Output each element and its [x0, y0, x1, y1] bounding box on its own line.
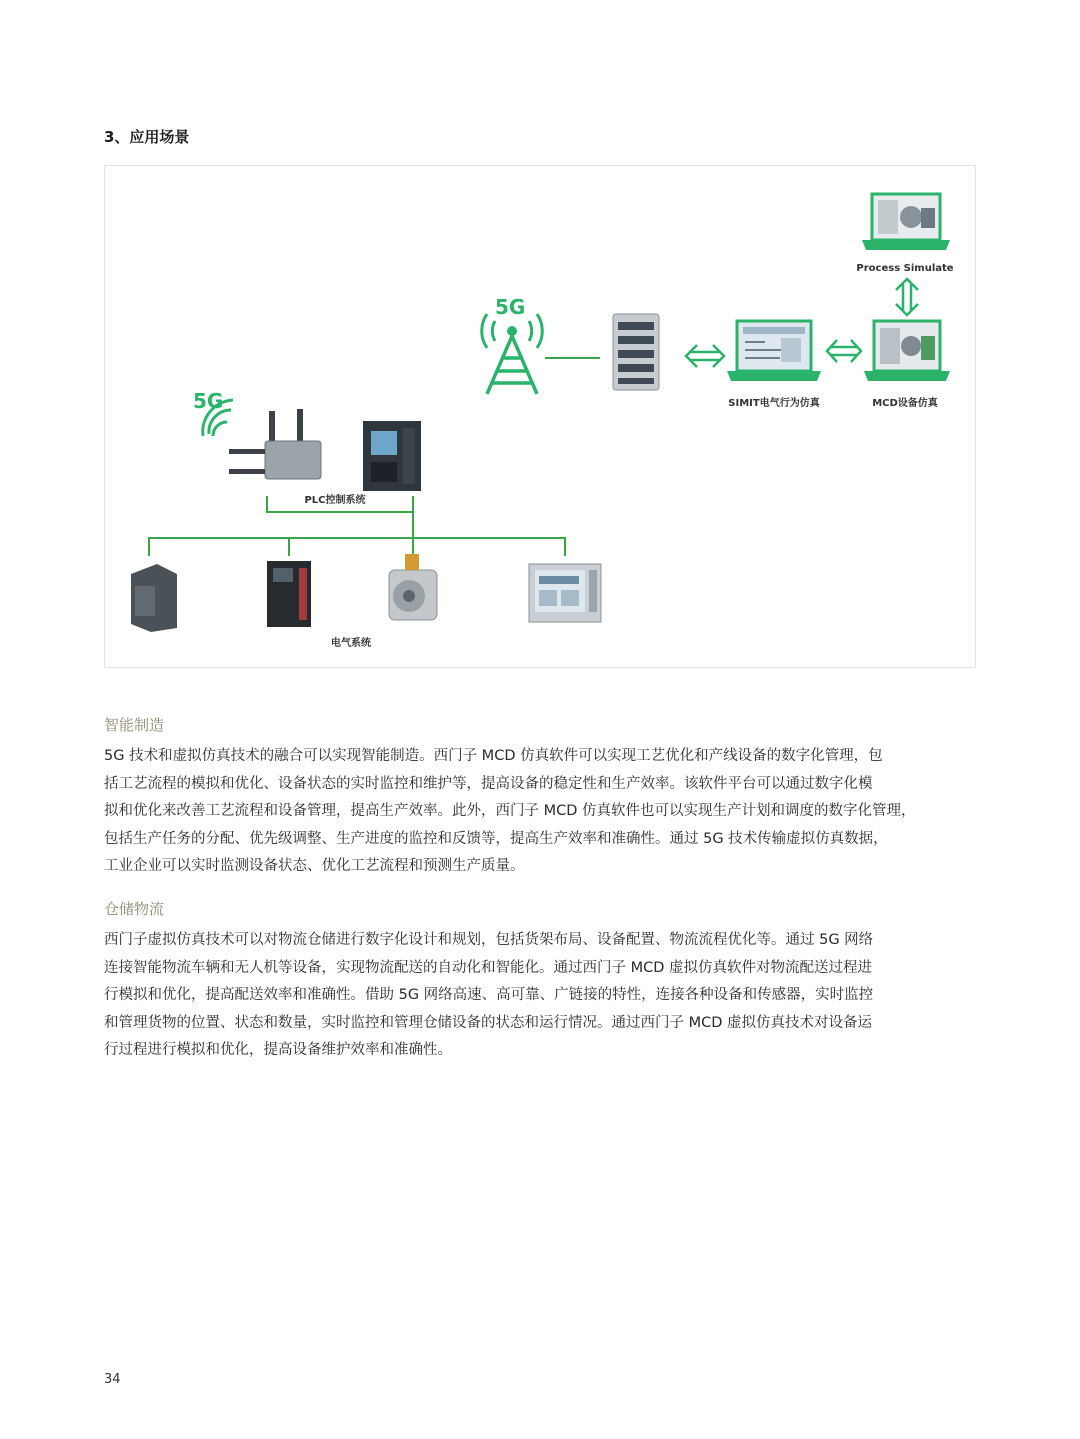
5g-router-icon — [193, 389, 321, 479]
text-line: 包括生产任务的分配、优先级调整、生产进度的监控和反馈等，提高生产效率和准确性。通过 5G 技术传输虚拟仿真数据， — [104, 830, 888, 847]
heading-smart-manufacturing: 智能制造 — [104, 716, 165, 734]
text-line: 行模拟和优化，提高配送效率和准确性。借助 5G 网络高速、高可靠、广链接的特性，连接各种设备和传感器，实时监控 — [104, 987, 874, 1003]
text-line: 拟和优化来改善工艺流程和设备管理，提高生产效率。此外，西门子 MCD 仿真软件也可以实现生产计划和调度的数字化管理， — [104, 803, 916, 819]
paragraph-warehouse-logistics — [104, 927, 978, 1065]
electrical-label: 电气系统 — [331, 638, 371, 649]
servo-motor-icon — [389, 554, 437, 620]
diagram-canvas — [105, 166, 977, 669]
simit-label: SIMIT电气行为仿真 — [728, 398, 820, 409]
heading-warehouse-logistics: 仓储物流 — [104, 900, 165, 918]
plc-label: PLC控制系统 — [304, 495, 366, 506]
simit-laptop-icon — [727, 321, 821, 381]
servo-drive-icon — [267, 561, 311, 627]
text-line: 行过程进行模拟和优化，提高设备维护效率和准确性。 — [104, 1042, 452, 1058]
text-line: 连接智能物流车辆和无人机等设备，实现物流配送的自动化和智能化。通过西门子 MCD 虚拟仿真软件对物流配送过程进 — [104, 959, 873, 976]
double-arrow-icon — [827, 340, 861, 362]
5g-router-label: 5G — [193, 389, 224, 413]
hmi-panel-icon — [529, 564, 601, 622]
double-arrow-icon — [686, 345, 724, 367]
text-line: 西门子虚拟仿真技术可以对物流仓储进行数字化设计和规划，包括货架布局、设备配置、物流流程优化等。通过 5G 网络 — [104, 932, 874, 948]
5g-tower-label: 5G — [495, 295, 526, 319]
process-simulate-laptop-icon — [862, 194, 950, 250]
mcd-laptop-icon — [864, 321, 950, 381]
page-number: 34 — [104, 1372, 121, 1387]
io-module-icon — [131, 564, 177, 632]
text-line: 工业企业可以实时监测设备状态、优化工艺流程和预测生产质量。 — [104, 858, 525, 874]
process-simulate-label: Process Simulate — [856, 263, 954, 274]
plc-controller-icon — [363, 421, 421, 491]
vertical-double-arrow-icon — [896, 279, 918, 315]
section-title: 3、应用场景 — [104, 128, 190, 146]
network-switch-icon — [613, 314, 659, 390]
paragraph-smart-manufacturing — [104, 743, 978, 881]
text-line: 5G 技术和虚拟仿真技术的融合可以实现智能制造。西门子 MCD 仿真软件可以实现工艺优化和产线设备的数字化管理，包 — [104, 748, 883, 764]
text-line: 括工艺流程的模拟和优化、设备状态的实时监控和维护等，提高设备的稳定性和生产效率。该软件平台可以通过数字化模 — [104, 775, 873, 792]
mcd-label: MCD设备仿真 — [872, 398, 938, 409]
application-scenario-diagram — [104, 165, 976, 668]
5g-tower-icon — [482, 295, 543, 394]
text-line: 和管理货物的位置、状态和数量，实时监控和管理仓储设备的状态和运行情况。通过西门子 MCD 虚拟仿真技术对设备运 — [104, 1014, 873, 1031]
